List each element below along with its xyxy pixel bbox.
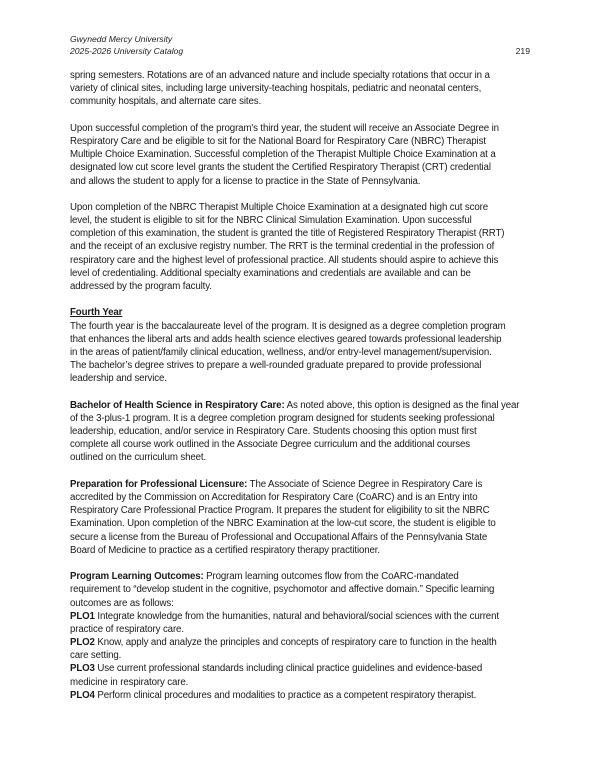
paragraph-spacer — [70, 557, 540, 570]
text-line: Upon completion of the NBRC Therapist Multiple Choice Examination at a designated high cut score — [70, 201, 489, 213]
text-line: spring semesters. Rotations are of an advanced nature and include specialty rotations that occur in a — [70, 70, 490, 81]
text-line: Program Learning Outcomes: Program learning outcomes flow from the CoARC-mandated — [70, 571, 459, 583]
text-line: in the areas of patient/family clinical education, wellness, and/or entry-level management/supervision. — [70, 346, 492, 358]
paragraph-spacer — [70, 293, 540, 306]
paragraph — [70, 122, 540, 188]
text-line: designated low cut score level grants the student the Certified Respiratory Therapist (CRT) credential — [70, 162, 491, 174]
paragraph — [70, 399, 540, 465]
lead-in-label: PLO1 — [70, 610, 95, 622]
document-body — [70, 69, 540, 702]
text-line: leadership, education, and/or service in Respiratory Care. Students choosing this option must first — [70, 426, 477, 438]
paragraph-spacer — [70, 386, 540, 399]
catalog-title: 2025-2026 University Catalog — [70, 46, 184, 56]
lead-in-label: Bachelor of Health Science in Respiratory Care: — [70, 399, 285, 411]
text-line: secure a license from the Bureau of Professional and Occupational Affairs of the Pennsylvania State — [70, 531, 488, 543]
lead-in-label: PLO4 — [70, 689, 95, 701]
text-line: leadership and service. — [70, 373, 167, 385]
text-line: outcomes are as follows: — [70, 597, 174, 609]
text-line: Respiratory Care Professional Practice Program. It prepares the student for eligibility to sit the NBRC — [70, 505, 490, 517]
text-line: level of credentialing. Additional specialty examinations and credentials are available and can be — [70, 267, 471, 279]
text-line: level, the student is eligible to sit for the NBRC Clinical Simulation Examination. Upon successful — [70, 215, 472, 227]
text-line: The bachelor’s degree strives to prepare a well-rounded graduate prepared to provide professional — [70, 360, 482, 372]
paragraph — [70, 662, 540, 688]
paragraph — [70, 478, 540, 557]
text-line: Board of Medicine to practice as a certified respiratory therapy practitioner. — [70, 544, 380, 556]
text-line: PLO2 Know, apply and analyze the principles and concepts of respiratory care to function in the health — [70, 637, 497, 649]
text-line: Upon successful completion of the program's third year, the student will receive an Associate Degree in — [70, 122, 499, 134]
text-line: PLO1 Integrate knowledge from the humanities, natural and behavioral/social sciences with the current — [70, 610, 499, 622]
text-line: and the receipt of an exclusive registry number. The RRT is the terminal credential in the profession of — [70, 241, 495, 253]
section-heading: Fourth Year — [70, 307, 123, 319]
paragraph — [70, 69, 540, 109]
text-line: and allows the student to apply for a license to practice in the State of Pennsylvania. — [70, 175, 421, 187]
paragraph-spacer — [70, 109, 540, 122]
text-line: completion of this examination, the student is granted the title of Registered Respiratory Therapist (RRT) — [70, 228, 505, 240]
paragraph — [70, 306, 540, 385]
text-line: requirement to “develop student in the cognitive, psychomotor and affective domain.” Specific learning — [70, 584, 495, 596]
running-header — [70, 33, 183, 57]
paragraph — [70, 610, 540, 636]
text-line: community hospitals, and alternate care sites. — [70, 96, 262, 108]
lead-in-label: Preparation for Professional Licensure: — [70, 478, 248, 490]
text-line: Bachelor of Health Science in Respiratory Care: As noted above, this option is designed as the final year — [70, 399, 520, 411]
text-line: respiratory care and the highest level of professional practice. All students should aspire to achieve this — [70, 254, 499, 266]
text-line: practice of respiratory care. — [70, 623, 184, 635]
text-line: variety of clinical sites, including large university-teaching hospitals, pediatric and neonatal centers, — [70, 83, 482, 95]
text-line: outlined on the curriculum sheet. — [70, 452, 207, 464]
paragraph-spacer — [70, 465, 540, 478]
text-line: Multiple Choice Examination. Successful completion of the Therapist Multiple Choice Examination at a — [70, 149, 496, 161]
lead-in-label: PLO2 — [70, 637, 95, 649]
text-line: addressed by the program faculty. — [70, 281, 212, 292]
text-line: of the 3-plus-1 program. It is a degree completion program designed for students seeking professional — [70, 412, 495, 424]
text-line: care setting. — [70, 650, 122, 662]
paragraph — [70, 689, 540, 702]
lead-in-label: Program Learning Outcomes: — [70, 571, 204, 583]
paragraph — [70, 636, 540, 662]
text-line: Examination. Upon completion of the NBRC Examination at the low-cut score, the student is eligible to — [70, 518, 496, 530]
text-line: The fourth year is the baccalaureate level of the program. It is designed as a degree completion program — [70, 320, 506, 332]
paragraph — [70, 570, 540, 610]
text-line: medicine in respiratory care. — [70, 676, 189, 688]
page-number: 219 — [515, 46, 530, 56]
paragraph-spacer — [70, 188, 540, 201]
institution-name: Gwynedd Mercy University — [70, 34, 173, 44]
text-line: accredited by the Commission on Accreditation for Respiratory Care (CoARC) and is an Entry into — [70, 492, 478, 503]
text-line: PLO4 Perform clinical procedures and modalities to practice as a competent respiratory therapist. — [70, 689, 477, 701]
text-line: that enhances the liberal arts and adds health science electives geared towards professional leadership — [70, 333, 502, 345]
lead-in-label: PLO3 — [70, 663, 95, 675]
text-line: complete all course work outlined in the Associate Degree curriculum and the additional courses — [70, 439, 471, 451]
text-line: Respiratory Care and be eligible to sit for the National Board for Respiratory Care (NBRC) Therapist — [70, 135, 486, 147]
text-line: Preparation for Professional Licensure: The Associate of Science Degree in Respiratory Care is — [70, 478, 483, 490]
text-line: PLO3 Use current professional standards including clinical practice guidelines and evidence-based — [70, 663, 483, 675]
paragraph — [70, 201, 540, 293]
